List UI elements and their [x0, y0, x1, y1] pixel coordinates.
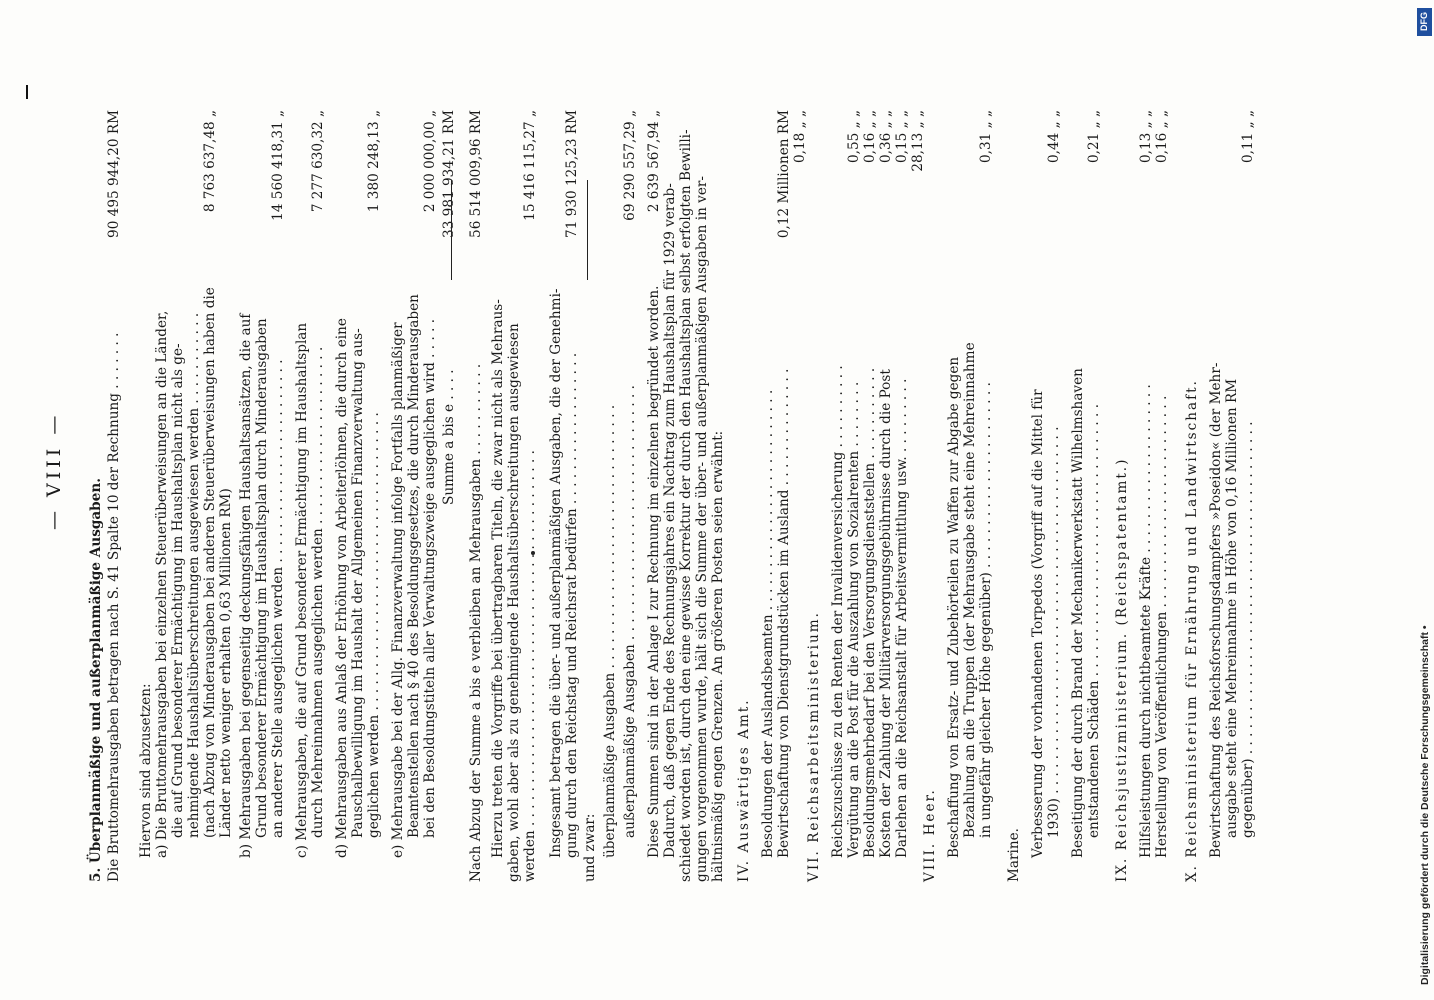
- amount-value: 33 981 934,21 RM: [441, 110, 457, 238]
- page-number: — VIII —: [43, 411, 65, 530]
- text-line: hältnismäßig engen Grenzen. An größeren Posten seien erwähnt:: [710, 430, 726, 882]
- text-line: Insgesamt betragen die über- und außerplanmäßigen Ausgaben, die der Genehmi-: [548, 288, 564, 858]
- text-line: a) Die Bruttomehrausgaben bei einzelnen Steuerüberweisungen an die Länder,: [154, 310, 170, 858]
- text-line: IV. Auswärtiges Amt.: [736, 698, 752, 882]
- sum-rule-2: [587, 180, 588, 280]
- amount-value: 1 380 248,13 „: [366, 110, 382, 213]
- amount-value: 2 639 567,94 „: [646, 110, 662, 213]
- text-line: Vergütung an die Post für die Auszahlung von Sozialrenten . . . . . . . .: [846, 381, 862, 858]
- amount-value: 0,55 „ „: [846, 110, 862, 163]
- text-line: c) Mehrausgaben, die auf Grund besonderer Ermächtigung im Haushaltsplan: [294, 322, 310, 858]
- text-line: schiedet worden ist, durch den eine gewisse Korrektur der durch den Haushaltsplan selbst erfolgten Bewilli-: [678, 129, 694, 882]
- text-line: VIII. Heer.: [922, 788, 938, 882]
- amount-value: 56 514 009,96 RM: [468, 110, 484, 238]
- text-line: überplanmäßige Ausgaben . . . . . . . . . . . . . . . . . . . . . . . . . . . . . . .: [602, 404, 618, 858]
- text-line: Marine.: [1006, 828, 1022, 882]
- text-line: Beamtenstellen nach § 40 des Besoldungsgesetzes, die durch Minderausgaben: [406, 294, 422, 838]
- text-line: geglichen werden . . . . . . . . . . . . . . . . . . . . . . . . . . . . . . . . . . .: [366, 412, 382, 838]
- text-line: Beschaffung von Ersatz- und Zubehörteilen zu Waffen zur Abgabe gegen: [946, 356, 962, 858]
- amount-value: 0,36 „ „: [878, 110, 894, 163]
- text-line: e) Mehrausgabe bei der Allg. Finanzverwaltung infolge Fortfalls planmäßiger: [390, 322, 406, 858]
- amount-value: 0,16 „ „: [1154, 110, 1170, 163]
- text-line: Besoldungen der Auslandsbeamten . . . . . . . . . . . . . . . . . . . . . . . . . .: [760, 389, 776, 858]
- text-line: Reichszuschüsse zu den Renten der Invalidenversicherung . . . . . . . . . .: [830, 365, 846, 858]
- text-line: Besoldungsmehrbedarf bei den Versorgungsdienststellen . . . . . . . . . . .: [862, 367, 878, 858]
- text-line: Herstellung von Veröffentlichungen . . . . . . . . . . . . . . . . . . . . . . . . .: [1154, 395, 1170, 858]
- dfg-logo: [1417, 8, 1432, 36]
- text-line: in ungefähr gleicher Höhe gegenüber) . . . . . . . . . . . . . . . . . . . . . .: [978, 382, 994, 838]
- text-line: Hiervon sind abzusetzen:: [138, 683, 154, 858]
- text-line: außerplanmäßige Ausgaben . . . . . . . . . . . . . . . . . . . . . . . . . . . . . .: [622, 384, 638, 838]
- dfg-logo-text: DFG: [1419, 12, 1429, 31]
- text-line: IX. Reichsjustizministerium. (Reichspatentamt.): [1114, 457, 1130, 882]
- text-line: 1930) . . . . . . . . . . . . . . . . . . . . . . . . . . . . . . . . . . . . . . . . . . .: [1046, 426, 1062, 838]
- text-line: werden . . . . . . . . . . . . . . . . . . . . . . . . . . . . . . . . . . . . . . . . . . . .: [522, 450, 538, 882]
- text-line: bei den Besoldungstiteln aller Verwaltungszweige ausgeglichen wird . . . . .: [422, 318, 438, 838]
- amount-value: 0,12 Millionen RM: [776, 110, 792, 239]
- amount-value: 71 930 125,23 RM: [564, 110, 580, 238]
- amount-value: 8 763 637,48 „: [202, 110, 218, 213]
- text-line: b) Mehrausgaben bei gegenseitig deckungsfähigen Haushaltsansätzen, die auf: [238, 313, 254, 858]
- text-line: X. Reichsministerium für Ernährung und Landwirtschaft.: [1184, 379, 1200, 882]
- text-line: Beseitigung der durch Brand der Mechanikerwerkstatt Wilhelmshaven: [1070, 368, 1086, 858]
- text-line: Verbesserung der vorhandenen Torpedos (Vorgriff auf die Mittel für: [1030, 389, 1046, 858]
- text-line: Pauschalbewilligung im Haushalt der Allgemeinen Finanzverwaltung aus-: [350, 328, 366, 838]
- section-heading: 5. Überplanmäßige und außerplanmäßige Ausgaben.: [88, 478, 104, 882]
- text-line: gaben, wohl aber als zu genehmigende Haushaltsüberschreitungen ausgewiesen: [506, 323, 522, 882]
- text-line: Diese Summen sind in der Anlage I zur Rechnung im einzelnen begründet worden.: [646, 285, 662, 858]
- text-line: Hilfsleistungen durch nichtbeamtete Kräfte . . . . . . . . . . . . . . . . . . . .: [1138, 384, 1154, 858]
- amount-value: 0,13 „ „: [1138, 110, 1154, 163]
- text-line: Bewirtschaftung von Dienstgrundstücken im Ausland . . . . . . . . . . . . . .: [776, 368, 792, 858]
- amount-value: 14 560 418,31 „: [270, 110, 286, 221]
- text-line: Bezahlung an die Truppen (der Mehrausgabe steht eine Mehreinnahme: [962, 342, 978, 838]
- amount-value: 0,11 „ „: [1240, 110, 1256, 163]
- text-line: gungen vorgenommen wurde, hält sich die Summe der über- und außerplanmäßigen Ausgaben in ver-: [694, 176, 710, 882]
- text-line: (nach Abzug von Minderausgaben bei anderen Steuerüberweisungen haben die: [202, 287, 218, 838]
- text-line: Dadurch, daß gegen Ende des Rechnungsjahres ein Nachtrag zum Haushaltsplan für 1929 verab-: [662, 183, 678, 858]
- text-line: nehmigende Haushaltsüberschreitungen ausgewiesen werden . . . . . . . . . . .: [186, 312, 202, 838]
- text-line: Kosten der Zahlung der Militärversorgungsgebührnisse durch die Post: [878, 369, 894, 858]
- text-line: gegenüber) . . . . . . . . . . . . . . . . . . . . . . . . . . . . . . . . . . . . . . .: [1240, 421, 1256, 838]
- amount-value: 0,31 „ „: [978, 110, 994, 163]
- amount-value: 7 277 630,32 „: [310, 110, 326, 213]
- text-line: gung durch den Reichstag und Reichsrat bedürfen . . . . . . . . . . . . . . . . . .: [564, 352, 580, 858]
- amount-value: 28,13 „ „: [910, 110, 926, 172]
- text-line: Darlehen an die Reichsanstalt für Arbeitsvermittlung usw. . . . . . . . . .: [894, 378, 910, 858]
- text-line: Summe a bis e . . . .: [441, 369, 457, 505]
- sum-rule-1: [451, 180, 452, 280]
- amount-value: 15 416 115,27 „: [522, 110, 538, 221]
- amount-value: 0,15 „ „: [894, 110, 910, 163]
- amount-value: 69 290 557,29 „: [622, 110, 638, 221]
- text-line: Die Bruttomehrausgaben betragen nach S. 41 Spalte 10 der Rechnung . . . . . . .: [106, 332, 122, 882]
- text-line: Bewirtschaftung des Reichsforschungsdampfers »Poseidon« (der Mehr-: [1208, 362, 1224, 858]
- text-line: entstandenen Schäden . . . . . . . . . . . . . . . . . . . . . . . . . . . . . . . .: [1086, 403, 1102, 838]
- text-line: ausgabe steht eine Mehreinnahme in Höhe von 0,16 Millionen RM: [1224, 378, 1240, 838]
- text-line: VII. Reichsarbeitsministerium.: [806, 611, 822, 882]
- text-line: Grund besonderer Ermächtigung im Haushaltsplan durch Minderausgaben: [254, 318, 270, 838]
- text-line: durch Mehreinnahmen ausgeglichen werden . . . . . . . . . . . . . . . . . . . . .: [310, 346, 326, 838]
- amount-value: 0,16 „ „: [862, 110, 878, 163]
- text-line: die auf Grund besonderer Ermächtigung im Haushaltsplan nicht als ge-: [170, 343, 186, 838]
- text-line: d) Mehrausgaben aus Anlaß der Erhöhung von Arbeiterlöhnen, die durch eine: [334, 318, 350, 858]
- text-line: Hierzu treten die Vorgriffe bei übertragbaren Titeln, die zwar nicht als Mehraus-: [490, 299, 506, 858]
- text-line: und zwar:: [582, 813, 598, 882]
- digitization-note: Digitalisierung gefördert durch die Deutsche Forschungsgemeinschaft •: [1419, 625, 1431, 985]
- text-line: an anderer Stelle ausgeglichen werden . . . . . . . . . . . . . . . . . . . . . . . .: [270, 359, 286, 838]
- amount-value: 90 495 944,20 RM: [106, 110, 122, 238]
- text-line: Nach Abzug der Summe a bis e verbleiben an Mehrausgaben . . . . . . . . . . .: [468, 363, 484, 882]
- amount-value: 2 000 000,00 „: [422, 110, 438, 213]
- amount-value: 0,44 „ „: [1046, 110, 1062, 163]
- text-line: Länder netto weniger erhalten 0,63 Millionen RM): [218, 488, 234, 838]
- amount-value: 0,21 „ „: [1086, 110, 1102, 163]
- amount-value: 0,18 „ „: [792, 110, 808, 163]
